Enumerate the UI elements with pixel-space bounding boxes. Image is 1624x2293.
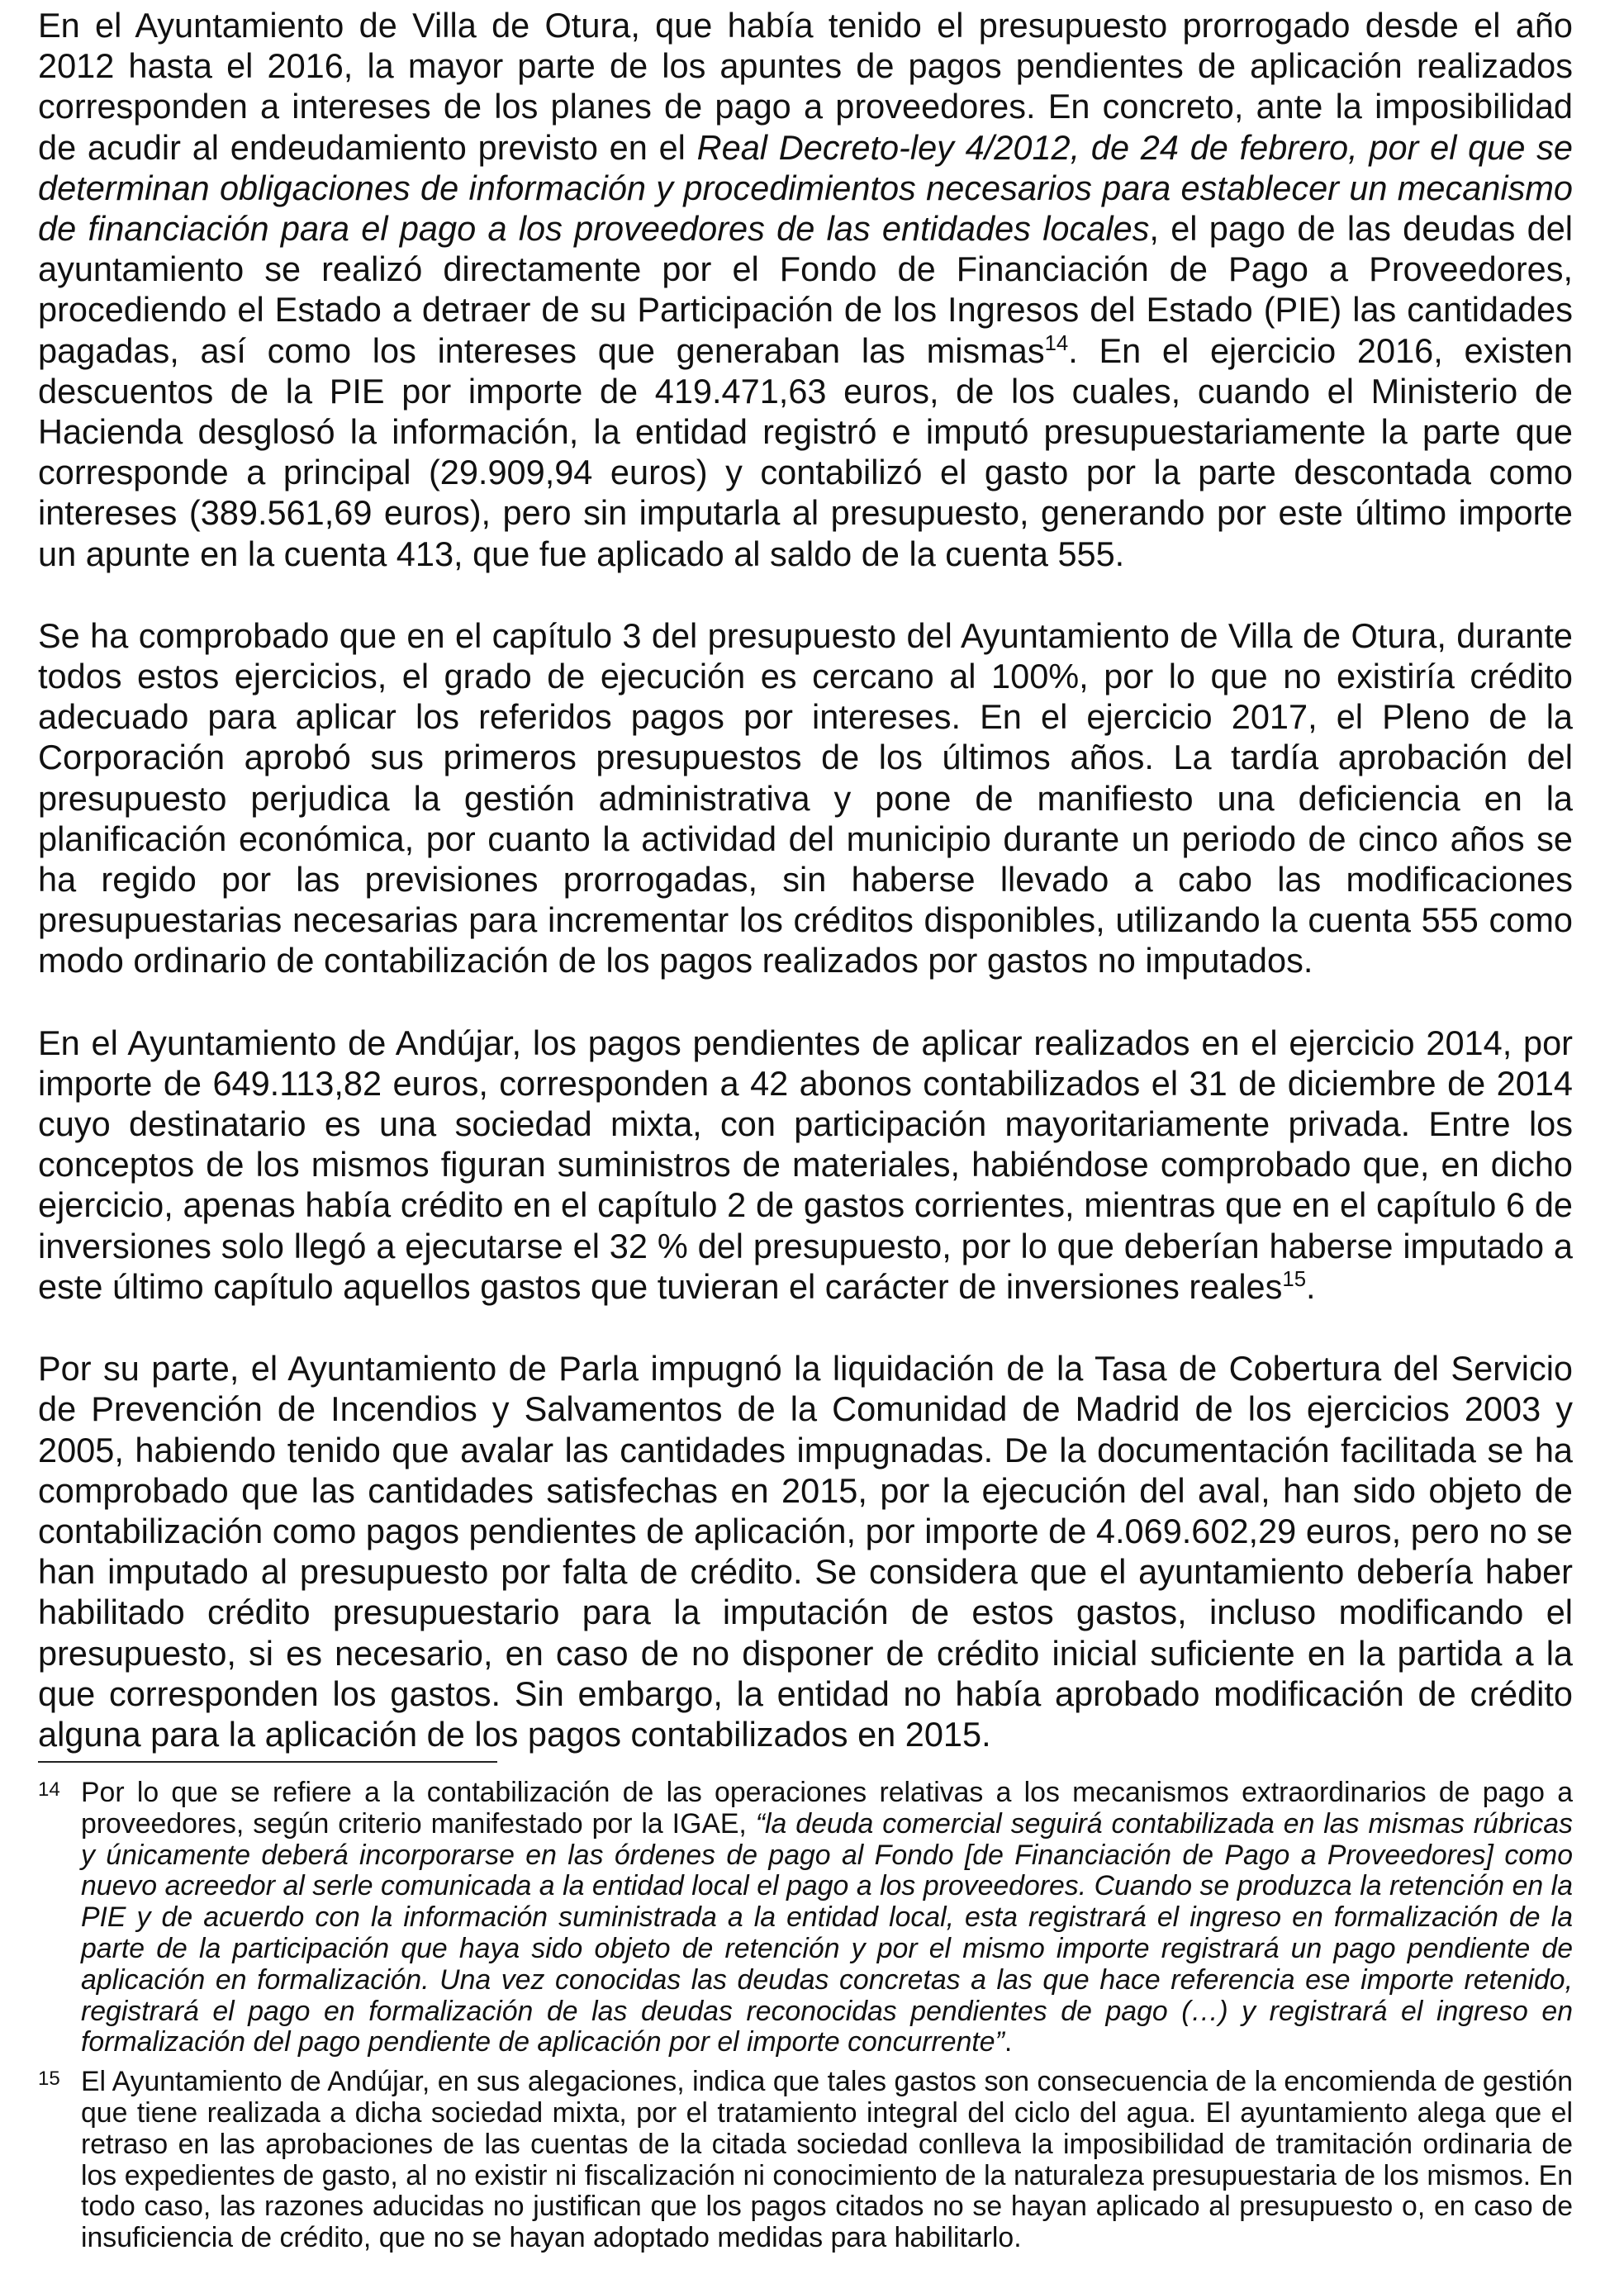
footnote-separator <box>38 1761 497 1763</box>
footnote-number: 15 <box>38 2067 60 2091</box>
paragraph-text: En el Ayuntamiento de Andújar, los pagos pendientes de aplicar realizados en el ejercicio 2014, por importe de 649.113,82 euros, corresponden a 42 abonos contabilizados el 31 de diciembre de 2014 cuyo destinatario es una sociedad mixta, con participación mayoritariamente privada. Entre los conceptos de los mismos figuran suministros de materiales, habiéndose comprobado que, en dicho ejercicio, apenas había crédito en el capítulo 2 de gastos corrientes, mientras que en el capítulo 6 de inversiones solo llegó a ejecutarse el 32 % del presupuesto, por lo que deberían haberse imputado a este último capítulo aquellos gastos que tuvieran el carácter de inversiones reales <box>38 1023 1573 1306</box>
paragraph-text: . En el ejercicio 2016, existen descuentos de la PIE por importe de 419.471,63 euros, de los cuales, cuando el Ministerio de Hacienda desglosó la información, la entidad registró e imputó presupuestariamente la parte que corresponde a principal (29.909,94 euros) y contabilizó el gasto por la parte descontada como intereses (389.561,69 euros), pero sin imputarla al presupuesto, generando por este último importe un apunte en la cuenta 413, que fue aplicado al saldo de la cuenta 555. <box>38 330 1573 573</box>
paragraph-text: Se ha comprobado que en el capítulo 3 del presupuesto del Ayuntamiento de Villa de Otura, durante todos estos ejercicios, el grado de ejecución es cercano al 100%, por lo que no existiría crédito adecuado para aplicar los referidos pagos por intereses. En el ejercicio 2017, el Pleno de la Corporación aprobó sus primeros presupuestos de los últimos años. La tardía aprobación del presupuesto perjudica la gestión administrativa y pone de manifiesto una deficiencia en la planificación económica, por cuanto la actividad del municipio durante un periodo de cinco años se ha regido por las previsiones prorrogadas, sin haberse llevado a cabo las modificaciones presupuestarias necesarias para incrementar los créditos disponibles, utilizando la cuenta 555 como modo ordinario de contabilización de los pagos realizados por gastos no imputados. <box>38 615 1573 980</box>
footnote-number: 14 <box>38 1778 60 1801</box>
footnote-italic-quote: “la deuda comercial seguirá contabilizada en las mismas rúbricas y únicamente deberá incorporarse en las órdenes de pago al Fondo [de Financiación de Pago a Proveedores] como nuevo acreedor al serle comunicada a la entidad local el pago a los proveedores. Cuando se produzca la retención en la PIE y de acuerdo con la información suministrada a la entidad local, esta registrará el ingreso en formalización de la parte de la participación que haya sido objeto de retención y por el mismo importe registrará un pago pendiente de aplicación en formalización. Una vez conocidas las deudas concretas a las que hace referencia ese importe retenido, registrará el pago en formalización de las deudas reconocidas pendientes de pago (…) y registrará el ingreso en formalización del pago pendiente de aplicación por el importe concurrente” <box>81 1807 1573 2058</box>
footnote-15 <box>38 2067 1573 2254</box>
paragraph-andujar <box>38 1023 1573 1307</box>
document-body <box>38 5 1573 1754</box>
paragraph-parla <box>38 1348 1573 1754</box>
paragraph-text: , el pago de las deudas del ayuntamiento se realizó directamente por el Fondo de Financiación de Pago a Proveedores, procediendo el Estado a detraer de su Participación de los Ingresos del Estado (PIE) las cantidades pagadas, así como los intereses que generaban las mismas <box>38 209 1573 370</box>
paragraph-villa-de-otura <box>38 5 1573 574</box>
footnote-text-part: Por lo que se refiere a la contabilización de las operaciones relativas a los mecanismos extraordinarios de pago a proveedores, según criterio manifestado por la IGAE, <box>81 1777 1573 1840</box>
paragraph-capitulo-3 <box>38 615 1573 981</box>
paragraph-text: En el Ayuntamiento de Villa de Otura, que había tenido el presupuesto prorrogado desde el año 2012 hasta el 2016, la mayor parte de los apuntes de pagos pendientes de aplicación realizados corresponden a intereses de los planes de pago a proveedores. En concreto, ante la imposibilidad de acudir al endeudamiento previsto en el <box>38 6 1573 167</box>
paragraph-text: Por su parte, el Ayuntamiento de Parla impugnó la liquidación de la Tasa de Cobertura del Servicio de Prevención de Incendios y Salvamentos de la Comunidad de Madrid de los ejercicios 2003 y 2005, habiendo tenido que avalar las cantidades impugnadas. De la documentación facilitada se ha comprobado que las cantidades satisfechas en 2015, por la ejecución del aval, han sido objeto de contabilización como pagos pendientes de aplicación, por importe de 4.069.602,29 euros, pero no se han imputado al presupuesto por falta de crédito. Se considera que el ayuntamiento debería haber habilitado crédito presupuestario para la imputación de estos gastos, incluso modificando el presupuesto, si es necesario, en caso de no disponer de crédito inicial suficiente en la partida a la que corresponden los gastos. Sin embargo, la entidad no había aprobado modificación de crédito alguna para la aplicación de los pagos contabilizados en 2015. <box>38 1349 1573 1754</box>
footnotes <box>38 1778 1573 2262</box>
paragraph-text: . <box>1306 1266 1316 1306</box>
footnote-text-part: . <box>1004 2026 1013 2058</box>
paragraph-italic-citation: Real Decreto-ley 4/2012, de 24 de febrero, por el que se determinan obligaciones de información y procedimientos necesarios para establecer un mecanismo de financiación para el pago a los proveedores de las entidades locales <box>38 127 1573 249</box>
footnote-text: El Ayuntamiento de Andújar, en sus alegaciones, indica que tales gastos son consecuencia de la encomienda de gestión que tiene realizada a dicha sociedad mixta, por el tratamiento integral del ciclo del agua. El ayuntamiento alega que el retraso en las aprobaciones de las cuentas de la citada sociedad conlleva la imposibilidad de tramitación ordinaria de los expedientes de gasto, al no existir ni fiscalización ni conocimiento de la naturaleza presupuestaria de los mismos. En todo caso, las razones aducidas no justifican que los pagos citados no se hayan aplicado al presupuesto o, en caso de insuficiencia de crédito, que no se hayan adoptado medidas para habilitarlo. <box>81 2066 1573 2254</box>
footnote-text <box>81 1778 1573 2058</box>
footnote-14 <box>38 1778 1573 2058</box>
footnote-ref-15: 15 <box>1282 1268 1306 1292</box>
footnote-ref-14: 14 <box>1044 331 1069 355</box>
